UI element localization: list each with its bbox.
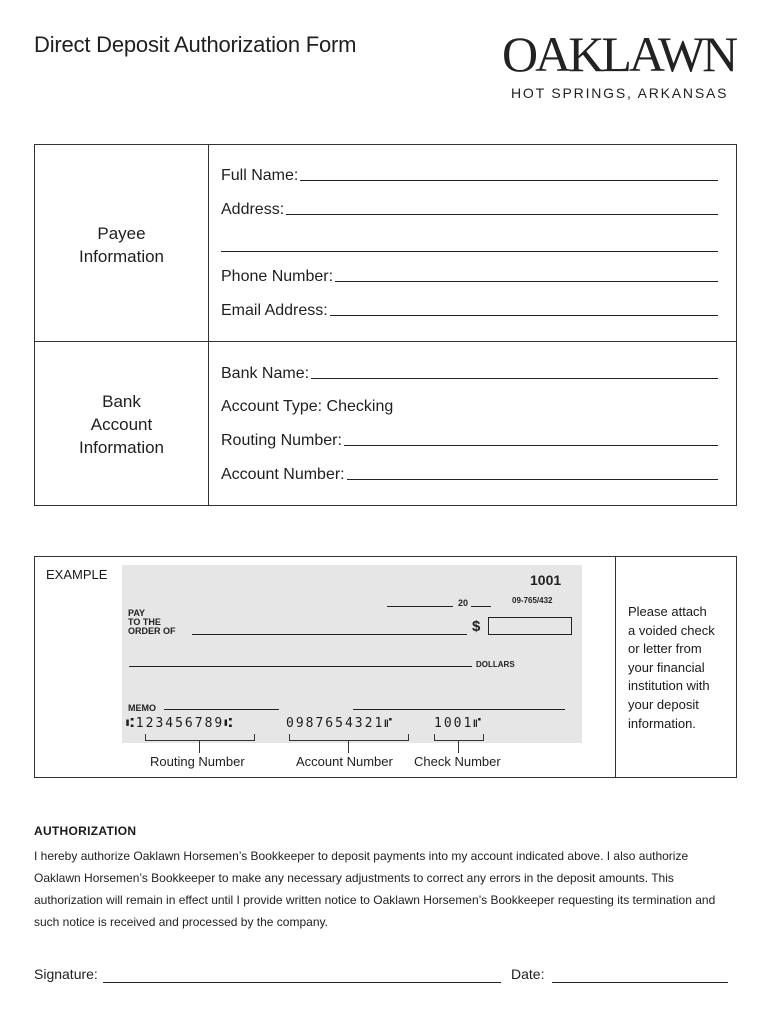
phone-label: Phone Number: xyxy=(221,268,334,285)
account-number-field[interactable] xyxy=(221,466,718,484)
year-prefix: 20 xyxy=(458,598,469,608)
address-line-2[interactable] xyxy=(221,251,718,252)
bank-name-field[interactable] xyxy=(221,365,718,383)
date-label: Date: xyxy=(511,966,545,982)
oaklawn-logo: OAKLAWN xyxy=(502,26,736,82)
account-number-caption: Account Number xyxy=(296,754,393,769)
phone-field[interactable] xyxy=(221,268,718,286)
payee-line xyxy=(192,634,467,635)
account-type-field xyxy=(221,398,718,416)
check-number-caption: Check Number xyxy=(414,754,501,769)
bank-name-line[interactable] xyxy=(311,377,718,379)
routing-bracket-stem xyxy=(199,741,200,753)
full-name-field[interactable] xyxy=(221,167,718,185)
bank-name-label: Bank Name: xyxy=(221,365,310,382)
phone-line[interactable] xyxy=(335,280,718,282)
date-input-line[interactable] xyxy=(552,982,728,983)
email-line[interactable] xyxy=(330,314,718,316)
memo-line xyxy=(164,709,279,710)
routing-field[interactable] xyxy=(221,432,718,450)
dollars-label: DOLLARS xyxy=(476,660,515,669)
voided-check-note: Please attach a voided check or letter from your financial institution with your deposit information. xyxy=(628,604,715,731)
bank-section-label: Bank Account Information xyxy=(78,392,165,457)
pay-label-1: PAY xyxy=(128,608,146,618)
page-title: Direct Deposit Authorization Form xyxy=(34,32,357,57)
email-label: Email Address: xyxy=(221,302,328,319)
signature-line xyxy=(353,709,565,710)
account-type-label: Account Type: Checking xyxy=(221,398,394,415)
written-amount-line xyxy=(129,666,472,667)
example-label: EXAMPLE xyxy=(46,567,108,582)
logo-subtitle: HOT SPRINGS, ARKANSAS xyxy=(511,85,729,101)
pay-label-3: ORDER OF xyxy=(128,626,176,636)
check-note-divider xyxy=(615,557,616,777)
routing-line[interactable] xyxy=(344,444,718,446)
micr-account: 0987654321⑈ xyxy=(286,716,395,731)
row-divider xyxy=(35,341,736,342)
dollar-sign: $ xyxy=(472,618,481,635)
pay-label-2: TO THE xyxy=(128,617,161,627)
full-name-line[interactable] xyxy=(300,179,718,181)
address-field[interactable] xyxy=(221,201,718,219)
address-line[interactable] xyxy=(286,213,718,215)
authorization-heading: AUTHORIZATION xyxy=(34,824,137,838)
check-number: 1001 xyxy=(530,572,562,588)
amount-box xyxy=(488,617,572,635)
signature-input-line[interactable] xyxy=(103,982,501,983)
info-table xyxy=(34,144,737,506)
check-bracket xyxy=(434,734,484,741)
check-illustration xyxy=(122,565,582,743)
account-number-label: Account Number: xyxy=(221,466,345,483)
check-bracket-stem xyxy=(458,741,459,753)
account-bracket-stem xyxy=(348,741,349,753)
year-line xyxy=(471,606,491,607)
micr-routing: ⑆123456789⑆ xyxy=(126,716,235,731)
authorization-text: I hereby authorize Oaklawn Horsemen’s Bookkeeper to deposit payments into my account indicated above. I also authorize Oaklawn Horsemen’s Bookkeeper to make any necessary adjustments to correct any errors in the deposit amounts. This authorization will remain in effect until I provide written notice to Oaklawn Horsemen’s Bookkeeper requesting its termination and such notice is received and processed by the company. xyxy=(34,849,716,929)
routing-bracket xyxy=(145,734,255,741)
account-number-line[interactable] xyxy=(347,478,718,480)
fraction-code: 09-765/432 xyxy=(512,596,553,605)
date-line xyxy=(387,606,453,607)
routing-label: Routing Number: xyxy=(221,432,342,449)
memo-label: MEMO xyxy=(128,703,156,713)
account-bracket xyxy=(289,734,409,741)
address-label: Address: xyxy=(221,201,285,218)
column-divider xyxy=(208,145,209,505)
routing-number-caption: Routing Number xyxy=(150,754,245,769)
email-field[interactable] xyxy=(221,302,718,320)
signature-label: Signature: xyxy=(34,966,98,982)
full-name-label: Full Name: xyxy=(221,167,299,184)
micr-check-number: 1001⑈ xyxy=(434,716,484,731)
payee-section-label: Payee Information xyxy=(78,224,165,266)
